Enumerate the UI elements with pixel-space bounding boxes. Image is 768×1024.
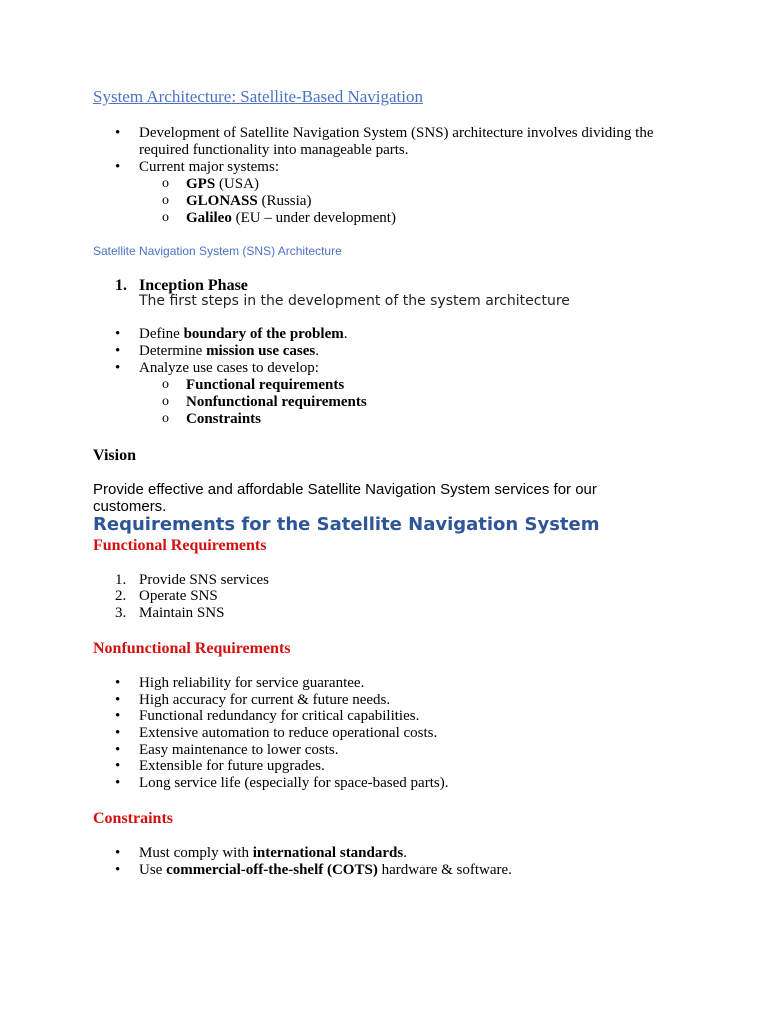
sub-bullet-marker: o xyxy=(162,411,169,426)
constraint-item: Use commercial-off-the-shelf (COTS) hardware & software. xyxy=(139,862,512,878)
phase-title: Inception Phase xyxy=(139,277,248,294)
page-title: System Architecture: Satellite-Based Navigation xyxy=(93,87,423,106)
sub-bullet-marker: o xyxy=(162,176,169,191)
bullet-marker: • xyxy=(115,692,121,708)
bullet-marker: • xyxy=(115,775,121,791)
constraint-item: Must comply with international standards. xyxy=(139,845,407,861)
phase-description: The first steps in the development of the system architecture xyxy=(139,293,570,309)
requirements-heading: Requirements for the Satellite Navigation System xyxy=(93,514,600,535)
sub-bullet-marker: o xyxy=(162,377,169,392)
constraints-heading: Constraints xyxy=(93,810,174,827)
functional-item: Provide SNS services xyxy=(139,572,269,588)
phase-bullet-3: Analyze use cases to develop: xyxy=(139,360,319,376)
vision-text: Provide effective and affordable Satellite Navigation System services for our customers. xyxy=(93,481,597,515)
sub-bullet-marker: o xyxy=(162,193,169,208)
bullet-marker: • xyxy=(115,862,121,878)
sub-item-functional: Functional requirements xyxy=(186,377,345,393)
intro-bullet-1: Development of Satellite Navigation System (SNS) architecture involves dividing the xyxy=(139,125,654,141)
functional-item: Maintain SNS xyxy=(139,605,225,621)
bullet-marker: • xyxy=(115,326,121,342)
system-galileo: Galileo (EU – under development) xyxy=(186,210,396,226)
bullet-marker: • xyxy=(115,845,121,861)
sub-bullet-marker: o xyxy=(162,210,169,225)
list-number: 1. xyxy=(115,572,127,588)
nonfunctional-item: Long service life (especially for space-based parts). xyxy=(139,775,449,791)
sub-item-constraints: Constraints xyxy=(186,411,262,427)
nonfunctional-item: Extensible for future upgrades. xyxy=(139,758,325,774)
phase-bullet-1: Define boundary of the problem. xyxy=(139,326,348,342)
phase-number: 1. xyxy=(115,277,127,294)
intro-bullet-2: Current major systems: xyxy=(139,159,279,175)
system-gps: GPS (USA) xyxy=(186,176,259,192)
sub-item-nonfunctional: Nonfunctional requirements xyxy=(186,394,367,410)
bullet-marker: • xyxy=(115,742,121,758)
list-number: 2. xyxy=(115,588,127,604)
nonfunctional-item: High accuracy for current & future needs. xyxy=(139,692,391,708)
bullet-marker: • xyxy=(115,159,121,175)
phase-bullet-2: Determine mission use cases. xyxy=(139,343,319,359)
functional-heading: Functional Requirements xyxy=(93,537,267,554)
intro-bullet-1-cont: required functionality into manageable parts. xyxy=(139,142,409,158)
sub-bullet-marker: o xyxy=(162,394,169,409)
list-number: 3. xyxy=(115,605,127,621)
nonfunctional-item: High reliability for service guarantee. xyxy=(139,675,365,691)
functional-item: Operate SNS xyxy=(139,588,218,604)
system-glonass: GLONASS (Russia) xyxy=(186,193,312,209)
bullet-marker: • xyxy=(115,708,121,724)
vision-heading: Vision xyxy=(93,447,136,464)
nonfunctional-item: Easy maintenance to lower costs. xyxy=(139,742,339,758)
bullet-marker: • xyxy=(115,725,121,741)
bullet-marker: • xyxy=(115,360,121,376)
bullet-marker: • xyxy=(115,125,121,141)
nonfunctional-item: Extensive automation to reduce operational costs. xyxy=(139,725,438,741)
bullet-marker: • xyxy=(115,758,121,774)
bullet-marker: • xyxy=(115,343,121,359)
nonfunctional-item: Functional redundancy for critical capabilities. xyxy=(139,708,420,724)
bullet-marker: • xyxy=(115,675,121,691)
sns-architecture-heading: Satellite Navigation System (SNS) Architecture xyxy=(93,244,342,258)
nonfunctional-heading: Nonfunctional Requirements xyxy=(93,640,291,657)
